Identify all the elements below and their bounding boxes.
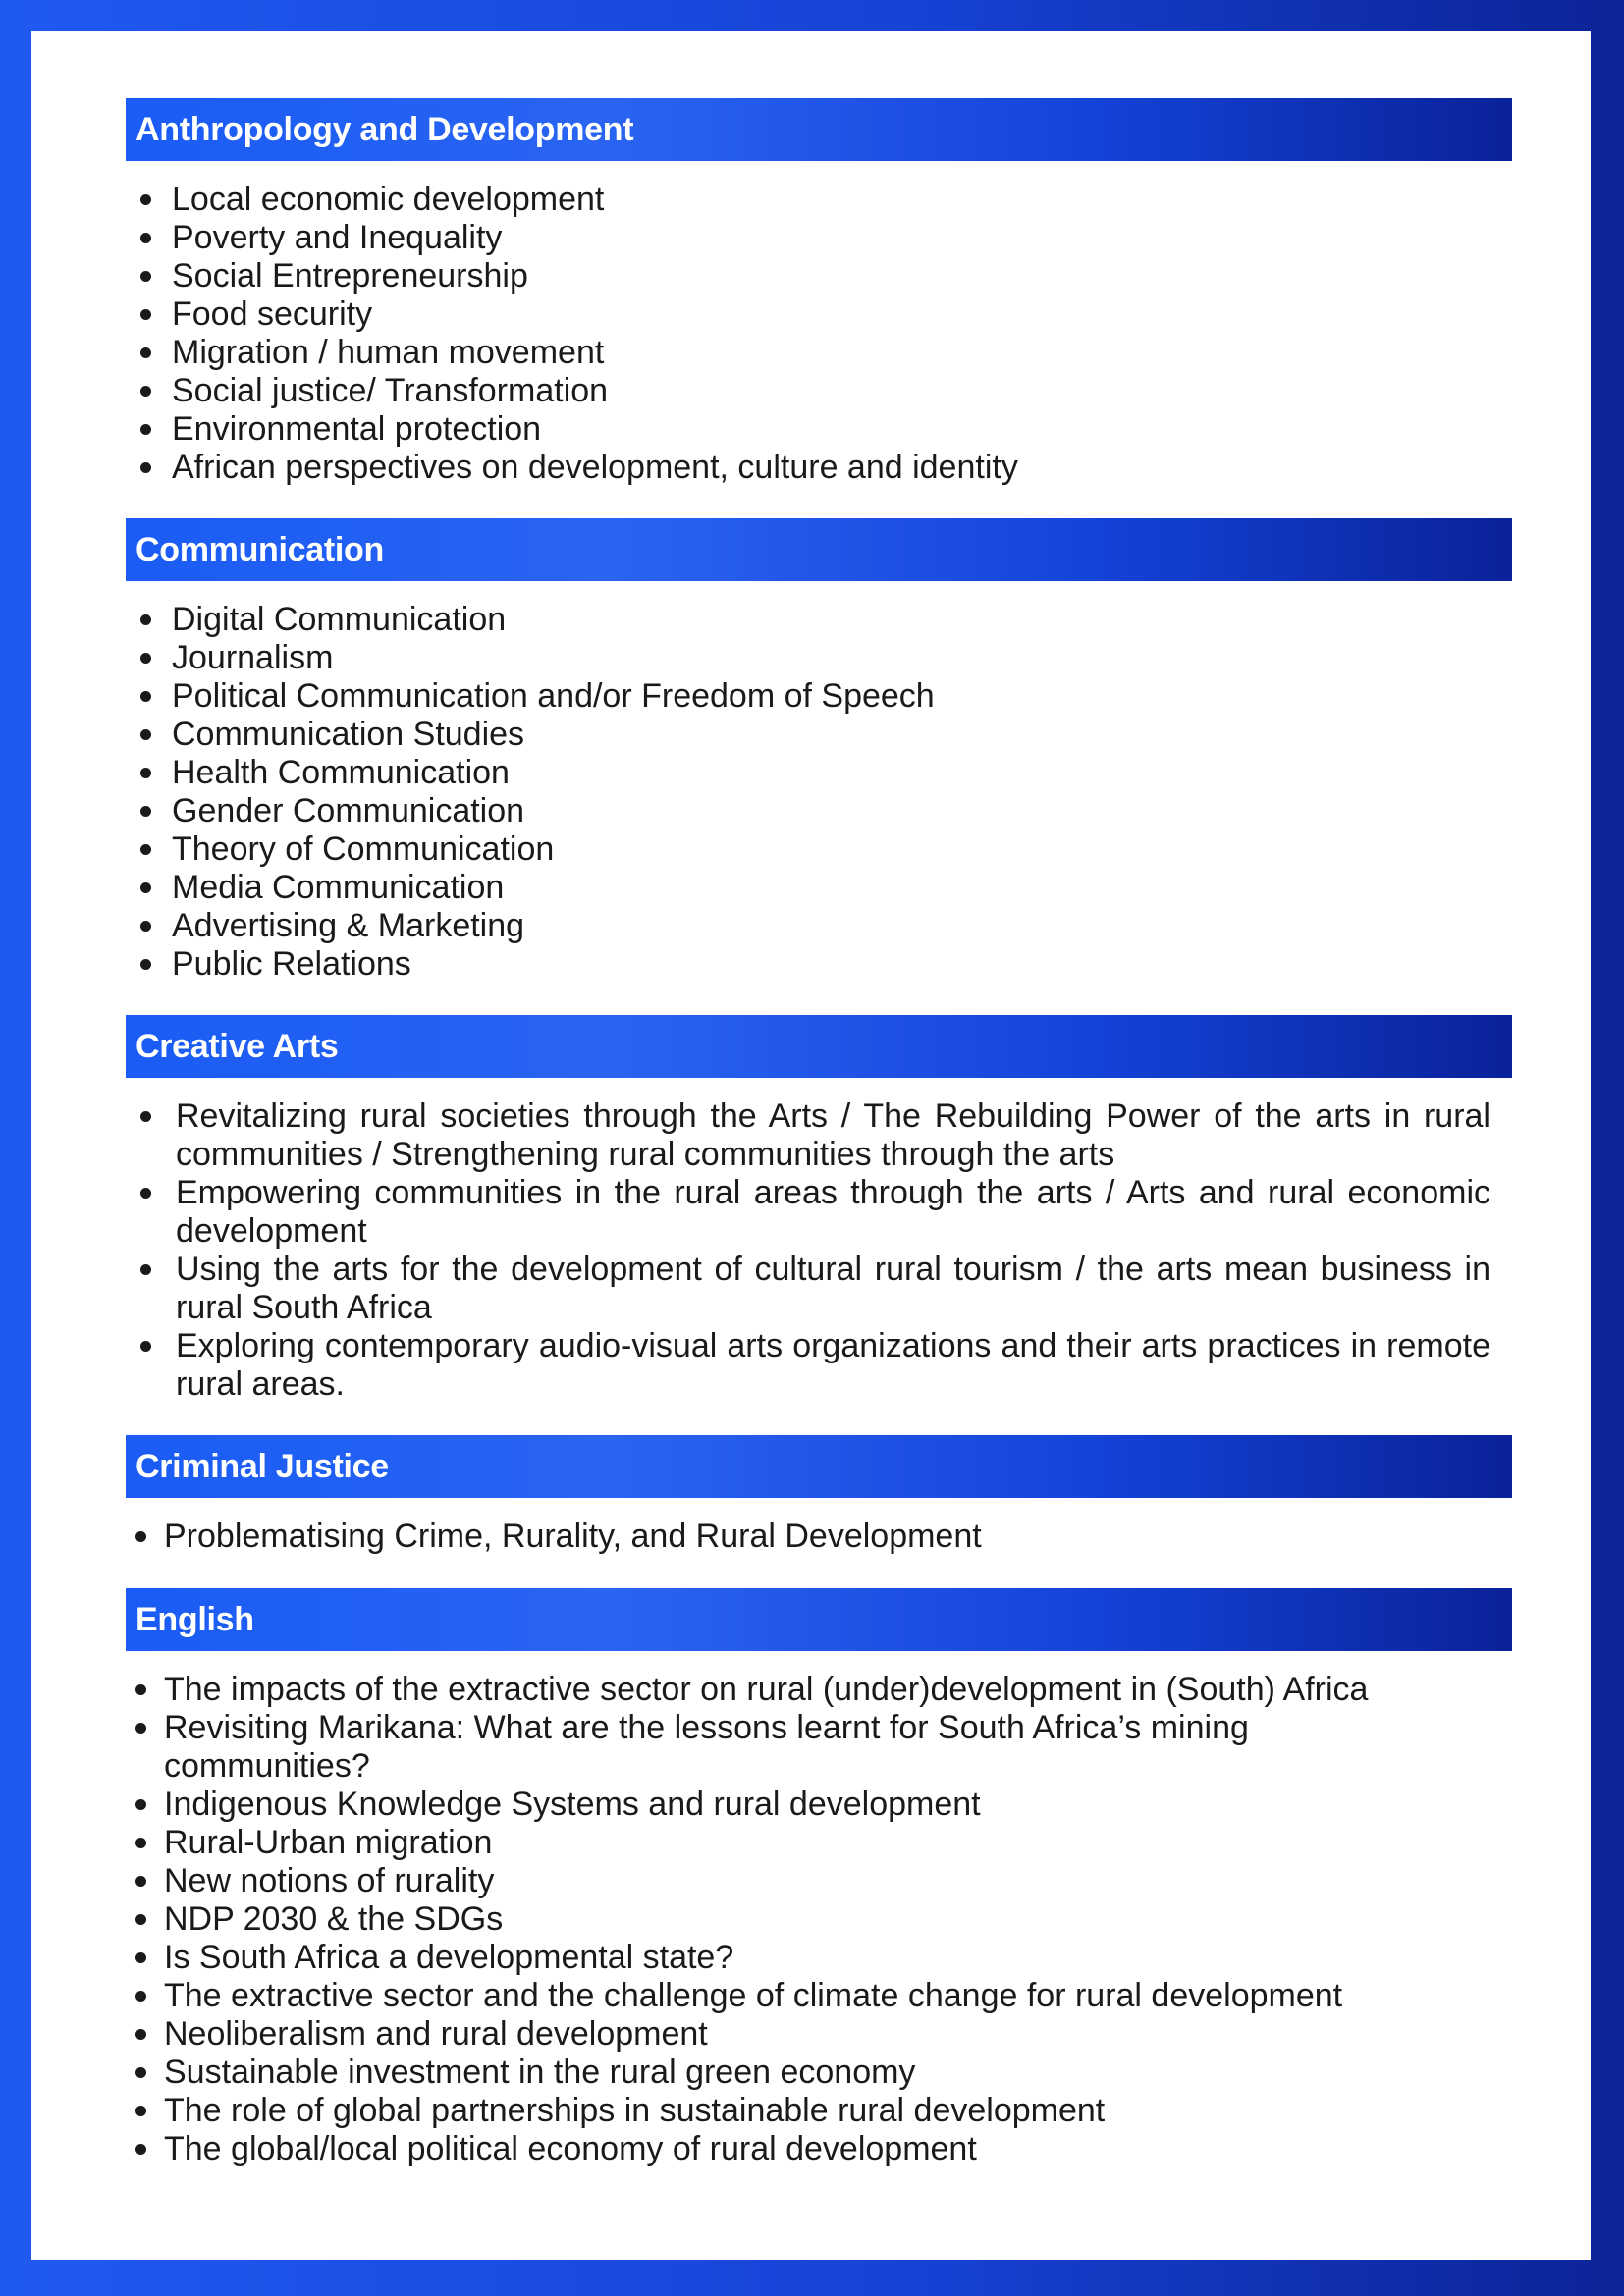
list-item: Problematising Crime, Rurality, and Rural Development xyxy=(126,1518,1512,1556)
list-item: Gender Communication xyxy=(126,792,1512,830)
list-item: The impacts of the extractive sector on rural (under)development in (South) Africa xyxy=(126,1671,1512,1709)
list-item: Digital Communication xyxy=(126,601,1512,639)
list-item: Local economic development xyxy=(126,181,1512,219)
list-item: Revitalizing rural societies through the Arts / The Rebuilding Power of the arts in rural communities / Strengthening rural communities through the arts xyxy=(126,1097,1512,1174)
list-item: The extractive sector and the challenge of climate change for rural development xyxy=(126,1977,1512,2015)
list-item: Neoliberalism and rural development xyxy=(126,2015,1512,2054)
list-item: Migration / human movement xyxy=(126,334,1512,372)
item-list xyxy=(126,1518,1512,1556)
list-item: Journalism xyxy=(126,639,1512,677)
list-item: Is South Africa a developmental state? xyxy=(126,1939,1512,1977)
list-item: Advertising & Marketing xyxy=(126,907,1512,945)
list-item: Political Communication and/or Freedom of Speech xyxy=(126,677,1512,716)
list-item: African perspectives on development, culture and identity xyxy=(126,449,1512,487)
section-criminal-justice xyxy=(126,1435,1512,1556)
section-header: Anthropology and Development xyxy=(126,98,1512,161)
item-list xyxy=(126,1097,1512,1404)
list-item: Communication Studies xyxy=(126,716,1512,754)
list-item: Environmental protection xyxy=(126,410,1512,449)
list-item: Food security xyxy=(126,295,1512,334)
section-header: Criminal Justice xyxy=(126,1435,1512,1498)
section-anthropology xyxy=(126,98,1512,487)
list-item: Media Communication xyxy=(126,869,1512,907)
section-english xyxy=(126,1588,1512,2168)
list-item: Health Communication xyxy=(126,754,1512,792)
content-panel xyxy=(31,31,1591,2260)
list-item: The global/local political economy of rural development xyxy=(126,2130,1512,2168)
list-item: Exploring contemporary audio-visual arts organizations and their arts practices in remote rural areas. xyxy=(126,1327,1512,1404)
section-creative-arts xyxy=(126,1015,1512,1404)
list-item: Using the arts for the development of cultural rural tourism / the arts mean business in rural South Africa xyxy=(126,1251,1512,1327)
list-item: Empowering communities in the rural areas through the arts / Arts and rural economic development xyxy=(126,1174,1512,1251)
list-item: Sustainable investment in the rural green economy xyxy=(126,2054,1512,2092)
list-item: New notions of rurality xyxy=(126,1862,1512,1900)
list-item: Social Entrepreneurship xyxy=(126,257,1512,295)
list-item: NDP 2030 & the SDGs xyxy=(126,1900,1512,1939)
section-communication xyxy=(126,518,1512,984)
section-header: English xyxy=(126,1588,1512,1651)
list-item: Theory of Communication xyxy=(126,830,1512,869)
section-header: Communication xyxy=(126,518,1512,581)
item-list xyxy=(126,1671,1512,2168)
item-list xyxy=(126,181,1512,487)
list-item: Poverty and Inequality xyxy=(126,219,1512,257)
list-item: Indigenous Knowledge Systems and rural development xyxy=(126,1786,1512,1824)
list-item: Rural-Urban migration xyxy=(126,1824,1512,1862)
list-item: The role of global partnerships in sustainable rural development xyxy=(126,2092,1512,2130)
list-item: Public Relations xyxy=(126,945,1512,984)
section-header: Creative Arts xyxy=(126,1015,1512,1078)
item-list xyxy=(126,601,1512,984)
list-item: Revisiting Marikana: What are the lessons learnt for South Africa’s mining communities? xyxy=(126,1709,1512,1786)
list-item: Social justice/ Transformation xyxy=(126,372,1512,410)
